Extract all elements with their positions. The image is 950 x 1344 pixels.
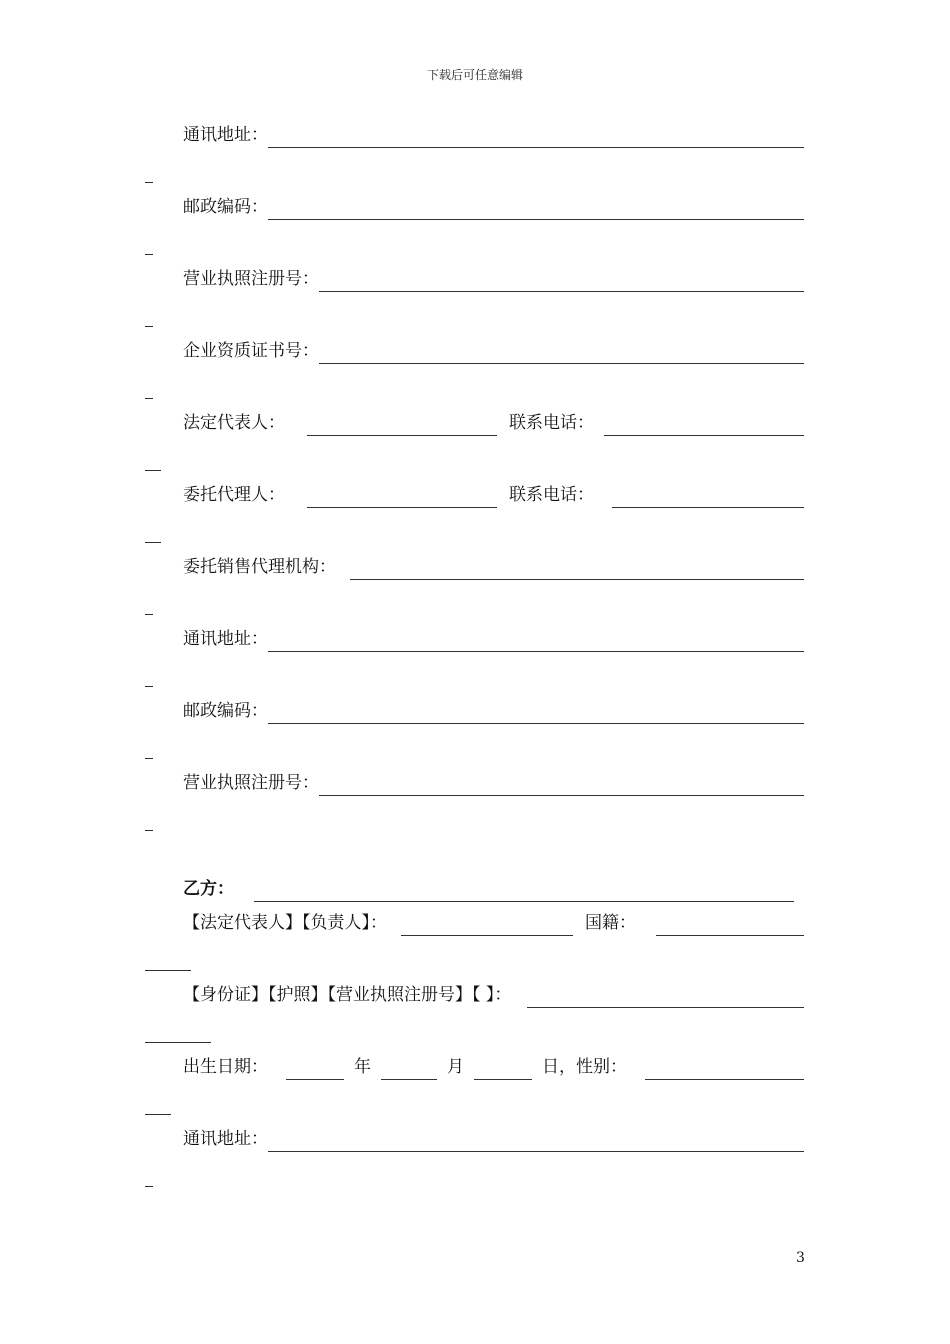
day-gender-label: 日，性别：: [542, 1057, 627, 1077]
postcode-field[interactable]: [268, 205, 804, 220]
agency-address-label: 通讯地址：: [183, 629, 268, 649]
agency-license-label: 营业执照注册号：: [183, 773, 319, 793]
license-label: 营业执照注册号：: [183, 269, 319, 289]
line-continuation: [145, 614, 153, 615]
line-continuation: [145, 326, 153, 327]
phone-label: 联系电话：: [509, 413, 594, 433]
party-b-row: [183, 878, 794, 902]
line-continuation: [145, 1042, 211, 1043]
qualification-row: [183, 340, 804, 364]
party-b-title: 乙方：: [183, 879, 234, 899]
line-continuation: [145, 758, 153, 759]
party-b-rep-field[interactable]: [401, 921, 573, 936]
line-continuation: [145, 398, 153, 399]
line-continuation: [145, 470, 161, 471]
nationality-label: 国籍：: [585, 913, 636, 933]
birth-row: [183, 1056, 804, 1080]
agency-license-row: [183, 772, 804, 796]
agent-field[interactable]: [307, 493, 497, 508]
party-b-id-row: [183, 984, 804, 1008]
agency-row: [183, 556, 804, 580]
legal-rep-row: [183, 412, 804, 436]
party-b-id-field[interactable]: [527, 993, 804, 1008]
year-label: 年: [354, 1057, 371, 1077]
phone2-label: 联系电话：: [509, 485, 594, 505]
agency-address-row: [183, 628, 804, 652]
party-b-address-row: [183, 1128, 804, 1152]
party-b-rep-row: [183, 912, 804, 936]
license-row: [183, 268, 804, 292]
month-label: 月: [447, 1057, 464, 1077]
agent-row: [183, 484, 804, 508]
nationality-field[interactable]: [656, 921, 804, 936]
birth-year-field[interactable]: [286, 1065, 344, 1080]
party-b-address-label: 通讯地址：: [183, 1129, 268, 1149]
agency-label: 委托销售代理机构：: [183, 557, 336, 577]
agency-postcode-field[interactable]: [268, 709, 804, 724]
postcode-row: [183, 196, 804, 220]
line-continuation: [145, 254, 153, 255]
qualification-field[interactable]: [319, 349, 804, 364]
agency-postcode-row: [183, 700, 804, 724]
page-number: 3: [796, 1250, 805, 1266]
qualification-label: 企业资质证书号：: [183, 341, 319, 361]
line-continuation: [145, 686, 153, 687]
gender-field[interactable]: [645, 1065, 804, 1080]
page-header: 下载后可任意编辑: [426, 68, 523, 82]
phone2-field[interactable]: [612, 493, 804, 508]
line-continuation: [145, 830, 153, 831]
agent-label: 委托代理人：: [183, 485, 285, 505]
line-continuation: [145, 1114, 171, 1115]
address-label: 通讯地址：: [183, 125, 268, 145]
party-b-rep-label: 【法定代表人】【负责人】：: [183, 913, 387, 933]
line-continuation: [145, 970, 191, 971]
phone-field[interactable]: [604, 421, 804, 436]
agency-field[interactable]: [350, 565, 804, 580]
line-continuation: [145, 1186, 153, 1187]
birth-label: 出生日期：: [183, 1057, 268, 1077]
agency-address-field[interactable]: [268, 637, 804, 652]
license-field[interactable]: [319, 277, 804, 292]
party-b-field[interactable]: [254, 887, 794, 902]
legal-rep-label: 法定代表人：: [183, 413, 285, 433]
birth-month-field[interactable]: [381, 1065, 437, 1080]
agency-license-field[interactable]: [319, 781, 804, 796]
line-continuation: [145, 182, 153, 183]
address-row: [183, 124, 804, 148]
agency-postcode-label: 邮政编码：: [183, 701, 268, 721]
address-field[interactable]: [268, 133, 804, 148]
postcode-label: 邮政编码：: [183, 197, 268, 217]
line-continuation: [145, 542, 161, 543]
birth-day-field[interactable]: [474, 1065, 532, 1080]
party-b-id-label: 【身份证】【护照】【营业执照注册号】【 】：: [183, 985, 512, 1005]
party-b-address-field[interactable]: [268, 1137, 804, 1152]
legal-rep-field[interactable]: [307, 421, 497, 436]
